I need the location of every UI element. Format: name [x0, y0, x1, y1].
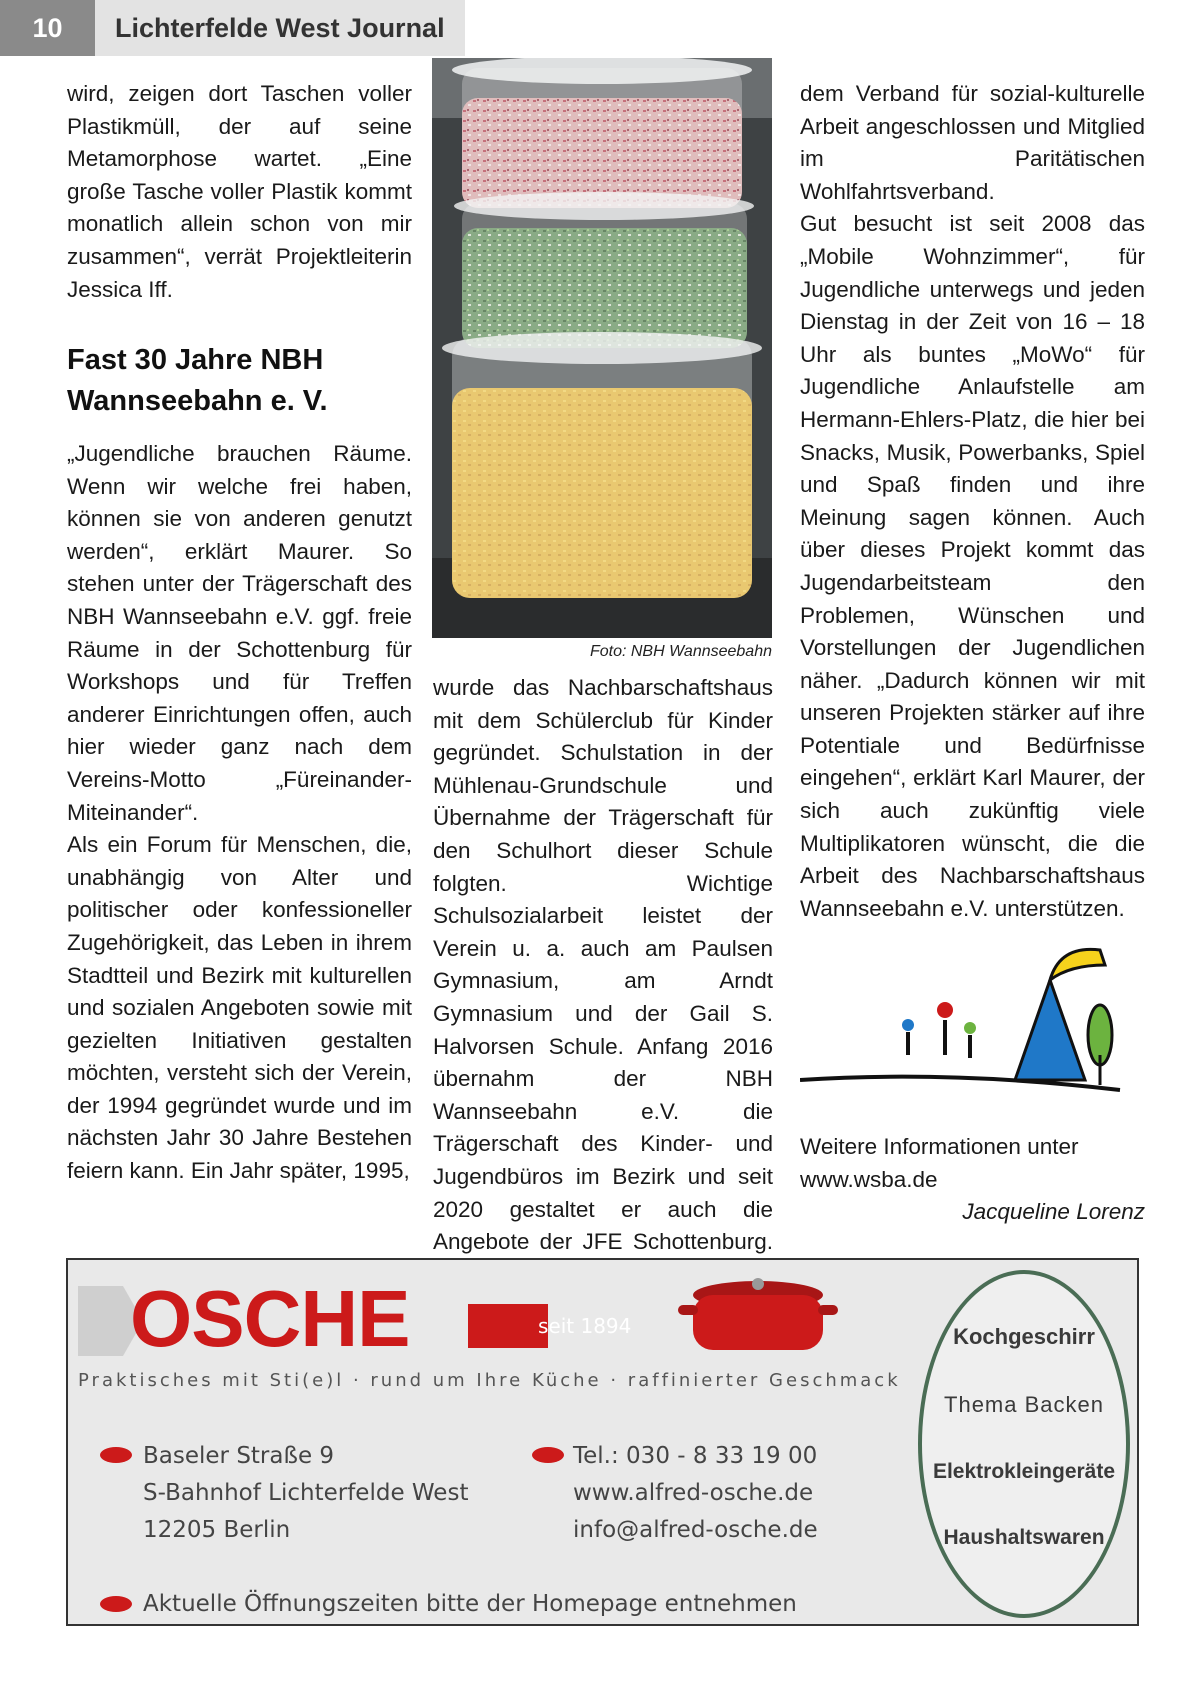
paragraph: „Jugendliche brauchen Räume. Wenn wir welche frei haben, können sie von anderen genutzt werden“, erklärt Maurer. So stehen unter der Trägerschaft des NBH Wannseebahn e.V. ggf. freie Räume in der Schottenburg für Workshops und für Treffen anderer Einrichtungen offen, auch hier wieder ganz nach dem Vereins-Motto „Füreinander-Miteinander“.	[67, 441, 412, 825]
journal-title: Lichterfelde West Journal	[95, 0, 465, 56]
brand-name: OSCHE	[130, 1274, 410, 1363]
email-link[interactable]: info@alfred-osche.de	[573, 1517, 818, 1543]
category-item: Haushaltswaren	[943, 1526, 1105, 1549]
article-column-1-bottom	[67, 438, 412, 1188]
address-line: 12205 Berlin	[143, 1517, 291, 1543]
address-line: Baseler Straße 9	[143, 1443, 335, 1469]
pot-bullet-icon	[98, 1594, 134, 1614]
page-number: 10	[0, 0, 95, 56]
paragraph: Als ein Forum für Menschen, die, unabhängig von Alter und politischer oder konfessioneller Zugehörigkeit, das Leben in ihrem Stadtteil und Bezirk mit kulturellen und sozialen Angeboten sowie mit gezielten Initiativen gestalten möchten, versteht sich der Verein, der 1994 gegründet wurde und im nächsten Jahr 30 Jahre Bestehen feiern kann. Ein Jahr später, 1995,	[67, 832, 412, 1184]
phone-number: Tel.: 030 - 8 33 19 00	[573, 1443, 818, 1469]
paragraph: wurde das Nachbarschaftshaus mit dem Schülerclub für Kinder gegründet. Schulstation in der Mühlenau-Grundschule und Übernahme der Trägerschaft für den Schulhort dieser Schule folgten. Wichtige Schulsozialarbeit leistet der Verein u. a. auch am Paulsen Gymnasium, am Arndt Gymnasium und der Gail S. Halvorsen Schule. Anfang 2016 übernahm der NBH Wannseebahn e.V. die Trägerschaft des Kinder- und Jugendbüros im Bezirk und seit 2020 gestaltet er auch die Angebote der JFE Schottenburg.	[433, 675, 773, 1255]
category-item: Thema Backen	[944, 1392, 1104, 1417]
ad-tagline: Praktisches mit Sti(e)l · rund um Ihre Küche · raffinierter Geschmack	[78, 1370, 901, 1391]
section-heading: Fast 30 Jahre NBH Wannseebahn e. V.	[67, 344, 328, 417]
nbh-logo	[800, 940, 1145, 1115]
category-item: Kochgeschirr	[953, 1324, 1095, 1349]
further-info	[800, 1131, 1145, 1229]
address-line: S-Bahnhof Lichterfelde West	[143, 1480, 469, 1506]
category-item: Elektrokleingeräte	[932, 1460, 1116, 1483]
shop-contact	[573, 1438, 818, 1549]
shop-address	[143, 1438, 468, 1549]
pot-bullet-icon	[530, 1445, 566, 1465]
paragraph: wird, zeigen dort Taschen voller Plastikmüll, der auf seine Metamorphose wartet. „Eine große Tasche voller Plastik kommt monatlich allein schon von mir zusammen“, verrät Projektleiterin Jessica Iff.	[67, 81, 412, 302]
plastic-granulate-photo	[432, 58, 772, 638]
further-info-text: Weitere Informationen unter www.wsba.de	[800, 1134, 1079, 1192]
category-oval	[918, 1270, 1130, 1618]
article-column-1-top	[67, 78, 412, 306]
pot-bullet-icon	[98, 1445, 134, 1465]
photo-credit: Foto: NBH Wannseebahn	[589, 643, 772, 660]
photo-illustration	[432, 58, 772, 638]
opening-hours-note	[68, 1584, 958, 1624]
osche-advertisement	[66, 1258, 1139, 1626]
article-column-3	[800, 78, 1145, 925]
website-link[interactable]: www.alfred-osche.de	[573, 1480, 814, 1506]
paragraph: dem Verband für sozial-kulturelle Arbeit angeschlossen und Mitglied im Paritätischen Wohlfahrtsverband.	[800, 81, 1145, 204]
article-column-2	[433, 672, 773, 1291]
paragraph: Gut besucht ist seit 2008 das „Mobile Wohnzimmer“, für Jugendliche unterwegs und jeden Dienstag in der Zeit von 16 – 18 Uhr als buntes „MoWo“ für Jugendliche Anlaufstelle am Hermann-Ehlers-Platz, die hier bei Snacks, Musik, Powerbanks, Spiel und Spaß finden und ihre Meinung sagen können. Auch über dieses Projekt kommt das Jugendarbeitsteam den Problemen, Wünschen und Vorstellungen der Jugendlichen näher. „Dadurch können wir mit unseren Projekten stärker auf ihre Potentiale und Bedürfnisse eingehen“, erklärt Karl Maurer, der sich auch zukünftig viele Multiplikatoren wünscht, die die Arbeit des Nachbarschaftshaus Wannseebahn e.V. unterstützen.	[800, 211, 1145, 921]
opening-hours-text: Aktuelle Öffnungszeiten bitte der Homepage entnehmen	[143, 1591, 797, 1617]
nbh-logo-graphic	[800, 940, 1145, 1115]
since-label: seit 1894	[538, 1314, 632, 1338]
author-name: Jacqueline Lorenz	[962, 1199, 1145, 1225]
cooking-pot-icon	[678, 1270, 838, 1370]
